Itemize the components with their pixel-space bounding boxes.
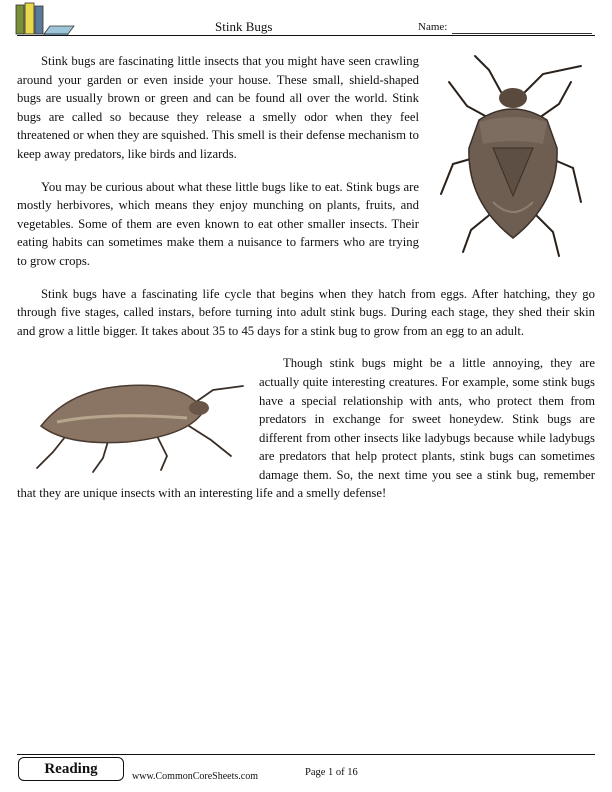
paragraph-2: You may be curious about what these little bugs like to eat. Stink bugs are mostly herbivores, which means they enjoy munching on plants, fruits, and vegetables. Some of them are even known to eat other smaller insects. Their eating habits can sometimes make them a nuisance to farmers who are trying to grow crops.: [17, 179, 419, 268]
paragraph-3: Stink bugs have a fascinating life cycle that begins when they hatch from eggs. After hatching, they go through five stages, called instars, before turning into adult stink bugs. During each stage, they shed their skin and grow a little bigger. It takes about 35 to 45 days for a stink bug to grow from an egg to an adult.: [17, 286, 595, 338]
name-line: [452, 33, 592, 34]
stink-bug-side-view-image: [17, 356, 249, 474]
reading-badge: Reading: [18, 757, 124, 781]
header-divider: [17, 35, 595, 36]
name-label: Name:: [418, 21, 448, 33]
stink-bug-top-view-image: [431, 52, 595, 262]
paragraph-4: Though stink bugs might be a little annoying, they are actually quite interesting creatures. For example, some stink bugs have a special relationship with ants, who protect them from predators in exchange for sweet honeydew. Stink bugs are different from other insects like ladybugs because while ladybugs are predators that help protect plants, stink bugs can sometimes damage them. So, the next time you see a stink bug, remember that they are unique insects with an interesting life and a smelly defense!: [17, 356, 595, 501]
books-logo-icon: [14, 2, 76, 36]
page-title: Stink Bugs: [215, 19, 273, 34]
website-text: www.CommonCoreSheets.com: [132, 771, 259, 782]
article-body: [17, 52, 595, 517]
footer-divider: [17, 754, 595, 755]
paragraph-1: Stink bugs are fascinating little insects that you might have seen crawling around your garden or even inside your house. These small, shield-shaped bugs are usually brown or green and can be found all over the world. Stink bugs are called so because they release a smelly odor when they feel threatened or when they are squished. This smell is their defense mechanism to keep away predators, like birds and lizards.: [17, 54, 419, 161]
page-number: Page 1 of 16: [305, 767, 358, 778]
page-header: [0, 0, 612, 40]
